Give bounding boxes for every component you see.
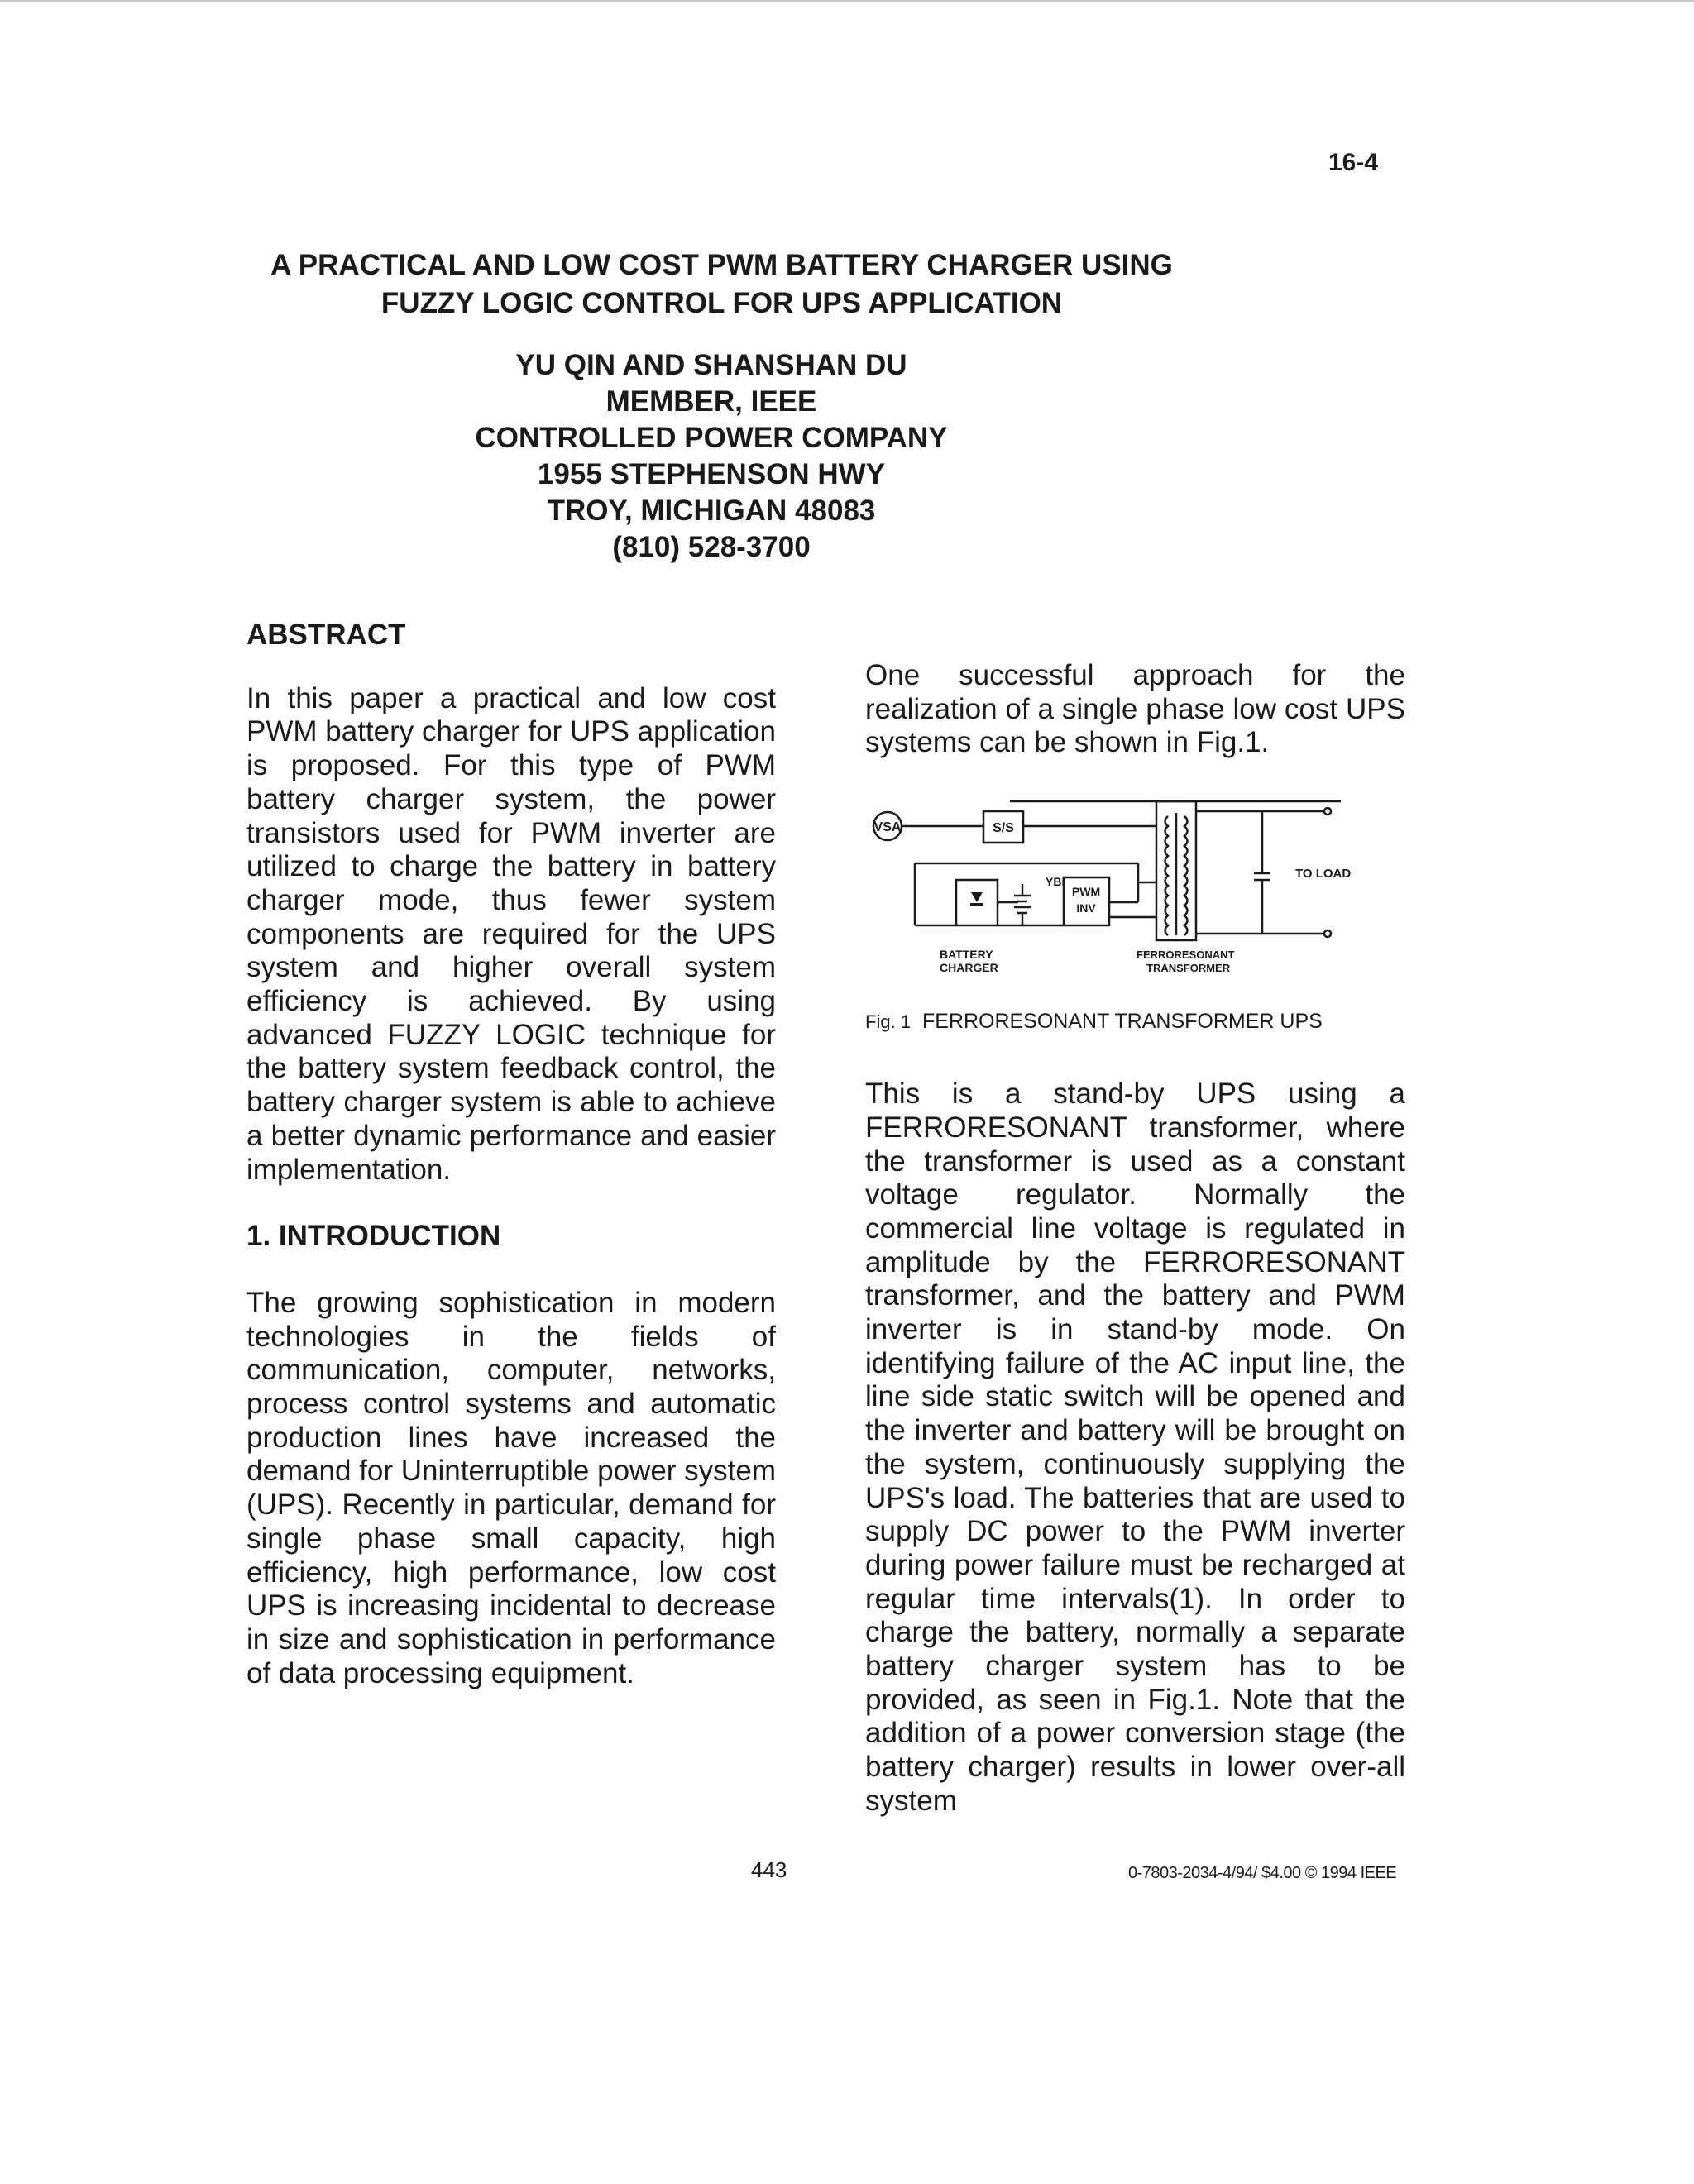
output-terminal-icon xyxy=(1324,808,1331,815)
secondary-winding-icon xyxy=(1184,816,1188,935)
author-city: TROY, MICHIGAN 48083 xyxy=(547,495,876,527)
battery-charger-box xyxy=(956,880,998,925)
intro-paragraph-right: One successful approach for the realization of a single phase low cost UPS systems can be shown in Fig.1. xyxy=(865,659,1405,759)
inverter-label-line1: PWM xyxy=(1071,885,1101,899)
inverter-label-line2: INV xyxy=(1076,901,1096,915)
static-switch-label: S/S xyxy=(993,821,1014,836)
load-label: TO LOAD xyxy=(1295,867,1352,882)
right-column xyxy=(865,659,1405,1818)
abstract-text: In this paper a practical and low cost PWM battery charger for UPS application is proposed. For this type of PWM battery charger system, the power transistors used for PWM inverter are utilized to charge the battery in battery charger mode, thus fewer system components are required for the UPS system and higher overall system efficiency is achieved. By using advanced FUZZY LOGIC technique for the battery system feedback control, the battery charger system is able to achieve a better dynamic performance and easier implementation. xyxy=(246,681,776,1186)
left-column xyxy=(246,619,776,1690)
source-label: VSA xyxy=(873,820,902,835)
abstract-heading: ABSTRACT xyxy=(246,619,406,651)
primary-winding-icon xyxy=(1165,816,1169,935)
introduction-heading: 1. INTRODUCTION xyxy=(246,1220,501,1253)
page-number: 443 xyxy=(751,1857,787,1882)
copyright-notice: 0-7803-2034-4/94/ $4.00 © 1994 IEEE xyxy=(1128,1864,1397,1882)
page-id: 16-4 xyxy=(1328,149,1379,176)
author-company: CONTROLLED POWER COMPANY xyxy=(475,422,948,454)
author-membership: MEMBER, IEEE xyxy=(605,385,817,418)
figure-1-caption-text: FERRORESONANT TRANSFORMER UPS xyxy=(921,1010,1323,1034)
title-line: FUZZY LOGIC CONTROL FOR UPS APPLICATION xyxy=(380,287,1063,319)
transformer-label-line1: FERRORESONANT xyxy=(1137,949,1235,962)
author-block xyxy=(463,347,959,566)
ups-circuit-diagram xyxy=(865,793,1405,1004)
author-names: YU QIN AND SHANSHAN DU xyxy=(515,349,907,381)
title-line: A PRACTICAL AND LOW COST PWM BATTERY CHARGER USING xyxy=(270,249,1173,281)
author-phone: (810) 528-3700 xyxy=(612,531,811,563)
transformer-label-line2: TRANSFORMER xyxy=(1146,962,1231,975)
paper-title xyxy=(165,246,1278,323)
figure-1-label: Fig. 1 xyxy=(865,1011,912,1033)
introduction-text: The growing sophistication in modern technologies in the fields of communication, computer, networks, process control systems and automatic production lines have increased the demand for Uninterruptible power system (UPS). Recently in particular, demand for single phase small capacity, high efficiency, high performance, low cost UPS is increasing incidental to decrease in size and sophistication in performance of data processing equipment. xyxy=(246,1286,777,1689)
figure-1-caption xyxy=(865,1009,1405,1035)
top-rule xyxy=(0,0,1694,2)
body-paragraph-right: This is a stand-by UPS using a FERRORESONANT transformer, where the transformer is used as a constant voltage regulator. Normally the commercial line voltage is regulated in amplitude by the FERRORESONANT transformer, and the battery and PWM inverter is in stand-by mode. On identifying failure of the AC input line, the line side static switch will be opened and the inverter and battery will be brought on the system, continuously supplying the UPS's load. The batteries that are used to supply DC power to the PWM inverter during power failure must be recharged at regular time intervals(1). In order to charge the battery, normally a separate battery charger system has to be provided, as seen in Fig.1. Note that the addition of a power conversion stage (the battery charger) results in lower over-all system xyxy=(865,1078,1405,1817)
author-street: 1955 STEPHENSON HWY xyxy=(537,458,886,490)
battery-reference-label: YBI xyxy=(1046,875,1065,889)
output-terminal-icon xyxy=(1324,930,1331,937)
figure-1 xyxy=(865,793,1405,1004)
charger-label-line2: CHARGER xyxy=(940,961,998,975)
charger-label-line1: BATTERY xyxy=(940,948,993,962)
